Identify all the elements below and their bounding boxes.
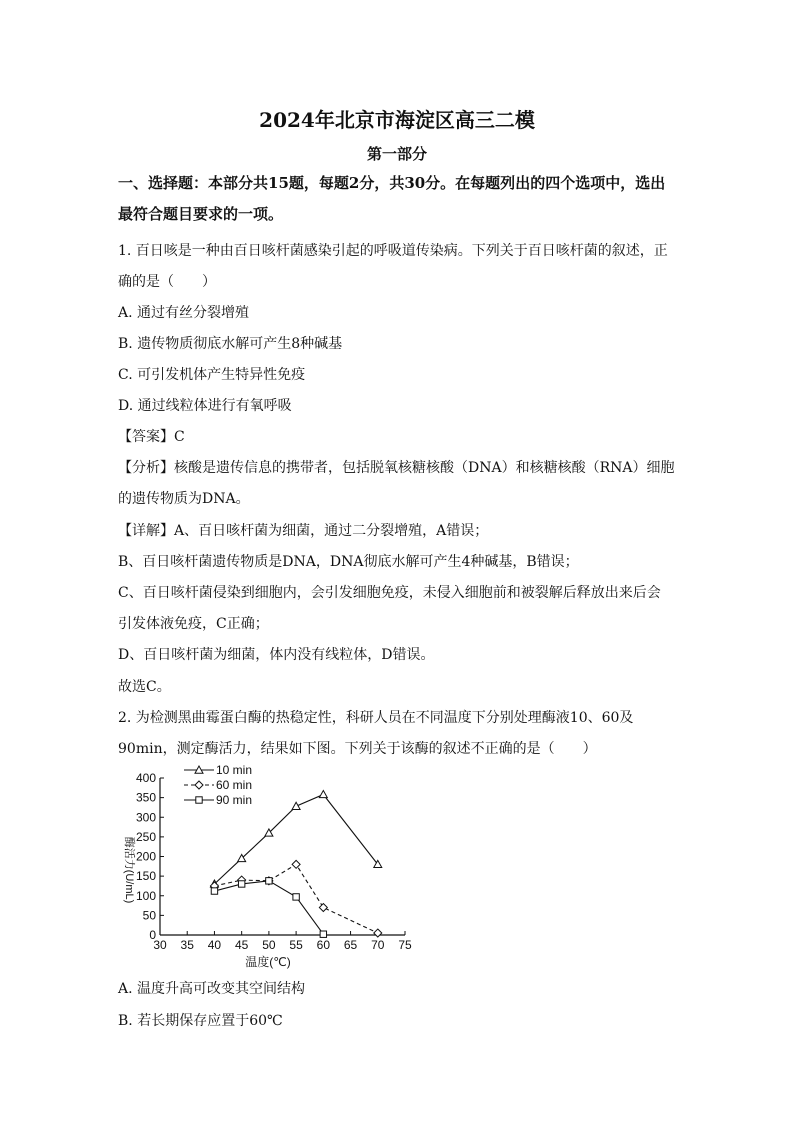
x-tick-label: 50	[262, 938, 276, 952]
y-tick-label: 150	[135, 869, 156, 884]
x-tick-label: 75	[398, 938, 412, 952]
q1-option-c: C. 可引发机体产生特异性免疫	[118, 367, 306, 383]
x-tick-label: 40	[207, 938, 222, 952]
x-tick-label: 45	[234, 938, 249, 952]
y-tick-label: 200	[135, 849, 156, 864]
y-tick-label: 350	[135, 790, 156, 805]
data-point-square	[238, 881, 244, 887]
data-point-diamond	[374, 929, 382, 937]
q1-option-d: D. 通过线粒体进行有氧呼吸	[118, 398, 292, 414]
y-tick-label: 250	[135, 829, 156, 844]
q1-detail-line6: 故选C。	[118, 679, 171, 695]
x-tick-label: 60	[316, 938, 331, 952]
legend-marker-square	[196, 797, 202, 803]
part-heading: 第一部分	[366, 145, 427, 163]
x-axis-label: 温度(℃)	[245, 955, 291, 969]
data-point-square	[320, 931, 326, 937]
x-tick-label: 65	[343, 938, 358, 952]
q1-analysis-line2: 的遗传物质为DNA。	[118, 491, 250, 507]
data-point-square	[211, 888, 217, 894]
data-point-diamond	[319, 904, 327, 912]
data-point-square	[293, 894, 299, 900]
q1-detail-line5: D、百日咳杆菌为细菌，体内没有线粒体，D错误。	[118, 647, 435, 663]
legend-marker-diamond	[195, 781, 203, 789]
q1-answer: 【答案】C	[118, 429, 185, 445]
page-title: 2024年北京市海淀区高三二模	[259, 108, 535, 132]
data-point-square	[266, 878, 272, 884]
q1-analysis-line1: 【分析】核酸是遗传信息的携带者，包括脱氧核糖核酸（DNA）和核糖核酸（RNA）细胞	[118, 460, 675, 476]
legend-label: 90 min	[216, 793, 253, 807]
section-heading: 一、选择题：本部分共15题，每题2分，共30分。在每题列出的四个选项中，选出最符合题目要求的一项。	[118, 174, 666, 223]
y-axis-label: 酶活力(U/mL)	[123, 836, 135, 904]
series-line-3	[214, 881, 323, 934]
x-tick-label: 30	[153, 938, 167, 952]
q1-stem-line1: 1. 百日咳是一种由百日咳杆菌感染引起的呼吸道传染病。下列关于百日咳杆菌的叙述，正	[118, 243, 668, 259]
q2-option-b: B. 若长期保存应置于60℃	[118, 1013, 283, 1029]
q2-stem-line1: 2. 为检测黑曲霉蛋白酶的热稳定性，科研人员在不同温度下分别处理酶液10、60及	[118, 710, 634, 726]
x-tick-label: 55	[289, 938, 303, 952]
q1-detail-line4: 引发体液免疫，C正确；	[118, 616, 269, 632]
enzyme-activity-chart	[118, 760, 418, 970]
q1-stem-line2: 确的是（ ）	[118, 274, 216, 290]
q2-option-a: A. 温度升高可改变其空间结构	[118, 981, 306, 997]
legend-label: 10 min	[216, 763, 253, 777]
data-point-triangle	[292, 802, 300, 809]
data-point-diamond	[292, 860, 300, 868]
q1-option-b: B. 遗传物质彻底水解可产生8种碱基	[118, 336, 343, 352]
legend-label: 60 min	[216, 778, 253, 792]
q1-option-a: A. 通过有丝分裂增殖	[118, 305, 250, 321]
x-tick-label: 35	[180, 938, 194, 952]
y-tick-label: 300	[135, 810, 156, 825]
y-tick-label: 400	[135, 771, 156, 785]
data-point-triangle	[319, 790, 327, 797]
y-tick-label: 100	[135, 888, 156, 903]
y-tick-label: 50	[142, 908, 156, 923]
q1-detail-line1: 【详解】A、百日咳杆菌为细菌，通过二分裂增殖，A错误；	[118, 523, 489, 539]
y-tick-label: 0	[149, 928, 156, 942]
q2-stem-line2: 90min，测定酶活力，结果如下图。下列关于该酶的叙述不正确的是（ ）	[118, 741, 597, 757]
x-tick-label: 70	[371, 938, 385, 952]
q1-detail-line2: B、百日咳杆菌遗传物质是DNA，DNA彻底水解可产生4种碱基，B错误；	[118, 554, 579, 570]
q1-detail-line3: C、百日咳杆菌侵染到细胞内，会引发细胞免疫，未侵入细胞前和被裂解后释放出来后会	[118, 585, 661, 601]
